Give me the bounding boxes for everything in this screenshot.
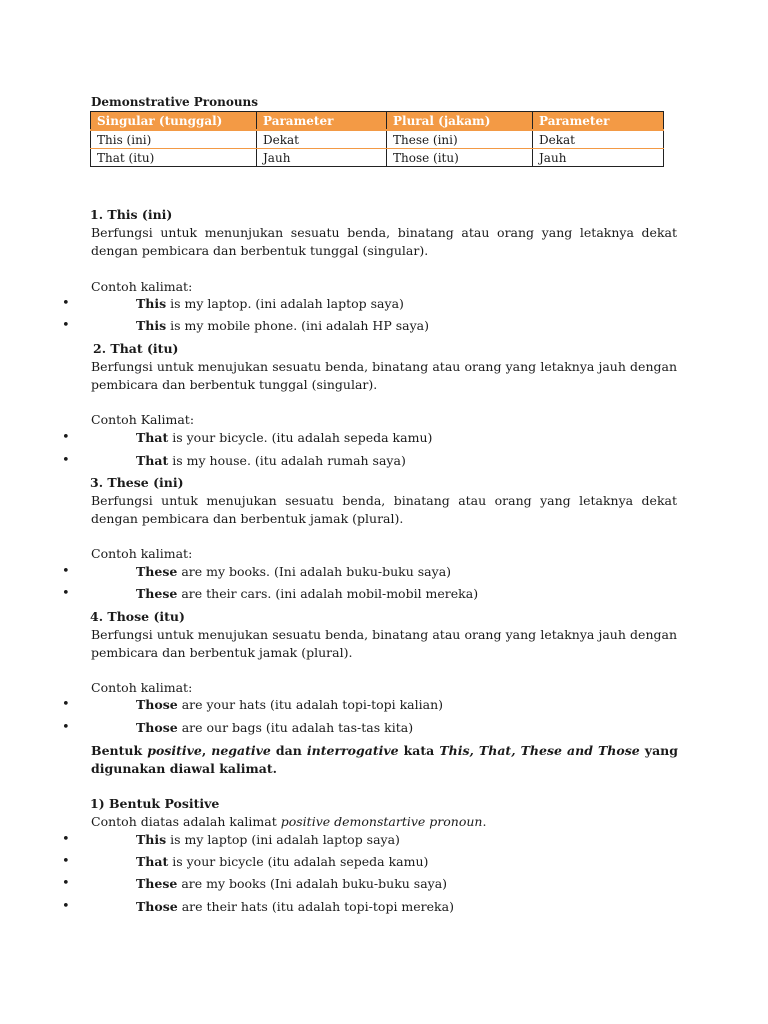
section-desc-those: Berfungsi untuk menujukan sesuatu benda, binatang atau orang yang letaknya jauh dengan pembicara dan berbentuk jamak (plural). (91, 627, 677, 660)
example-sentence: are my books. (Ini adalah buku-buku saya) (177, 564, 452, 579)
example-sentence: are our bags (itu adalah tas-tas kita) (177, 720, 414, 735)
pronoun-word: These (136, 876, 178, 891)
table-cell: This (ini) (91, 130, 257, 149)
table-cell: These (ini) (387, 130, 533, 149)
bullet-icon: • (62, 854, 70, 869)
example-sentence: is your bicycle (itu adalah sepeda kamu) (168, 854, 429, 869)
list-item (62, 899, 702, 919)
example-sentence: is my laptop. (ini adalah laptop saya) (166, 296, 404, 311)
bullet-icon: • (62, 720, 70, 735)
pronoun-word: Those (136, 720, 178, 735)
example-label: Contoh kalimat: (91, 680, 193, 695)
table-header-row (91, 112, 664, 131)
section-desc-these: Berfungsi untuk menujukan sesuatu benda, binatang atau orang yang letaknya dekat dengan pembicara dan berbentuk jamak (plural). (91, 493, 677, 526)
section-desc-this: Berfungsi untuk menunjukan sesuatu benda, binatang atau orang yang letaknya dekat dengan pembicara dan berbentuk tunggal (singular). (91, 225, 677, 258)
example-sentence: are my books (Ini adalah buku-buku saya) (177, 876, 448, 891)
list-item (62, 318, 702, 338)
list-item (62, 854, 702, 874)
bullet-icon: • (62, 899, 70, 914)
example-sentence: are your hats (itu adalah topi-topi kalian) (177, 697, 443, 712)
section-title-that: 2. That (itu) (93, 341, 179, 356)
example-sentence: is my laptop (ini adalah laptop saya) (166, 832, 400, 847)
example-label: Contoh kalimat: (91, 279, 193, 294)
list-item (62, 430, 702, 450)
pronoun-word: These (136, 564, 178, 579)
example-label: Contoh Kalimat: (91, 412, 195, 427)
bullet-icon: • (62, 876, 70, 891)
example-label: Contoh kalimat: (91, 546, 193, 561)
example-sentence: are their cars. (ini adalah mobil-mobil mereka) (177, 586, 479, 601)
table-cell: Those (itu) (387, 149, 533, 167)
section-title-those: 4. Those (itu) (90, 609, 185, 624)
document-title: Demonstrative Pronouns (91, 95, 259, 109)
list-item (62, 720, 702, 740)
positive-term: positive (147, 743, 202, 758)
list-item (62, 876, 702, 896)
list-item (62, 697, 702, 717)
pronoun-word: This (136, 318, 167, 333)
example-sentence: are their hats (itu adalah topi-topi mereka) (177, 899, 454, 914)
pronoun-word: Those (136, 697, 178, 712)
list-item (62, 832, 702, 852)
list-item (62, 564, 702, 584)
pronouns-table (90, 111, 664, 167)
example-sentence: is my mobile phone. (ini adalah HP saya) (166, 318, 429, 333)
table-cell: Dekat (257, 130, 387, 149)
bullet-icon: • (62, 564, 70, 579)
table-header: Plural (jakam) (387, 112, 533, 131)
section-title-these: 3. These (ini) (90, 475, 184, 490)
table-cell: That (itu) (91, 149, 257, 167)
positive-form-caption: Contoh diatas adalah kalimat positive demonstartive pronoun. (91, 814, 487, 829)
pronoun-word: That (136, 430, 169, 445)
table-cell: Jauh (257, 149, 387, 167)
bullet-icon: • (62, 296, 70, 311)
bullet-icon: • (62, 318, 70, 333)
pronoun-word: Those (136, 899, 178, 914)
table-cell: Jauh (533, 149, 664, 167)
pronoun-word: This (136, 832, 167, 847)
pronoun-word: That (136, 854, 169, 869)
pronoun-word: This (136, 296, 167, 311)
section-desc-that: Berfungsi untuk menujukan sesuatu benda, binatang atau orang yang letaknya jauh dengan pembicara dan berbentuk tunggal (singular). (91, 359, 677, 392)
bullet-icon: • (62, 430, 70, 445)
list-item (62, 453, 702, 473)
section-title-this: 1. This (ini) (90, 207, 173, 222)
bullet-icon: • (62, 697, 70, 712)
interrogative-term: interrogative (306, 743, 399, 758)
list-item (62, 586, 702, 606)
table-cell: Dekat (533, 130, 664, 149)
forms-statement: Bentuk positive, negative dan interrogative kata This, That, These and Those yang digunakan diawal kalimat. (91, 743, 678, 776)
pronoun-words: This, That, These and Those (439, 743, 640, 758)
table-header: Parameter (257, 112, 387, 131)
table-header: Singular (tunggal) (91, 112, 257, 131)
table-row (91, 130, 664, 149)
example-sentence: is my house. (itu adalah rumah saya) (168, 453, 406, 468)
bullet-icon: • (62, 832, 70, 847)
pronoun-word: That (136, 453, 169, 468)
table-header: Parameter (533, 112, 664, 131)
bullet-icon: • (62, 586, 70, 601)
list-item (62, 296, 702, 316)
pronoun-word: These (136, 586, 178, 601)
table-row (91, 149, 664, 167)
bullet-icon: • (62, 453, 70, 468)
example-sentence: is your bicycle. (itu adalah sepeda kamu) (168, 430, 433, 445)
negative-term: negative (211, 743, 271, 758)
positive-form-title: 1) Bentuk Positive (90, 796, 220, 811)
